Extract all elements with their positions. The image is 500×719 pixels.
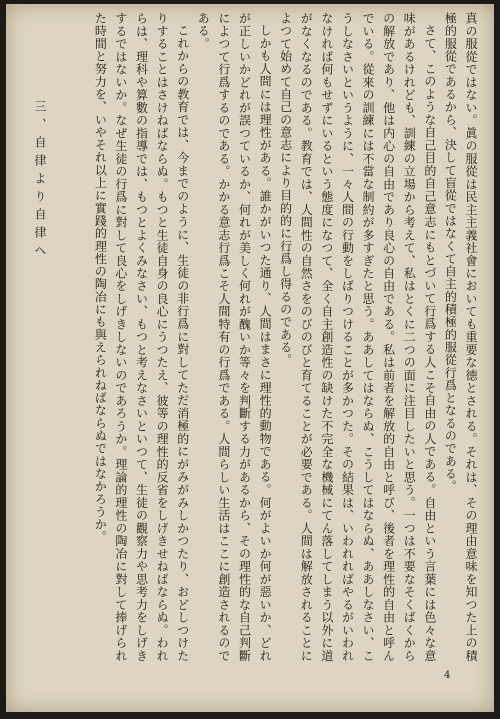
paragraph-3: しかも人間には理性がある。誰かがいつた通り、人間はまさに理性的動物である。何がよいか何が惡いか、どれが正しいかどれが誤つているか、何れが美しく何れが醜いか等々を判斷する力があるから、その理性的な自己判斷によつて行爲するのである。かかる意志行爲こそ人間特有の行爲である。人間らしい生活はここに創造されるのである。 — [196, 12, 273, 662]
body-text — [61, 12, 481, 662]
section-heading: 三、自律より自律へ — [33, 100, 47, 262]
page-number: 4 — [444, 670, 451, 681]
paragraph-1: 真の服從ではない。眞の服從は民主主義社會においても重要な徳とされる。それは、その理由意味を知つた上の積極的服從であるから、決して盲從ではなくて自主的積極的服從行爲となるのである。 — [443, 12, 478, 662]
book-page — [6, 4, 494, 712]
paragraph-4: これからの教育では、今までのように、生徒の非行爲に對してただ消極的にがみがみしかつたり、おどしつけたりすることはさけねばならぬ。もつと生徒自身の良心にうつたえ、彼等の理性的反省をしげきせねばならぬ。われらは、理科や算數の指導では、もつとよくみなさい、もつと考えなさいといつて、生徒の觀察力や思考力をしげきするではないか。なぜ生徒の行爲に對して良心をしげきしないのであろうか。理論的理性の陶冶に對して捧げられた時間と努力を、いやそれ以上に實踐的理性の陶冶にも與えられねばならぬではなかろうか。 — [93, 12, 190, 662]
paragraph-2: さて、このような自己目的自己意志にもとづいて行爲する人こそ自由の人である。自由という言葉には色々な意味があるけれども、訓練の立場から考えて、私はとくに二つの面に注目したいと思う。一つは不要なそくばくからの解放であり、他は内心の自由であり良心の自由である。私は前者を解放的自由と呼び、後者を理性的自由と呼んでいる。從來の訓練には不當な制約が多すぎたと思う。ああしてはならぬ、こうしてはならぬ、ああしなさい、こうしなさいというように、一々人間の行動をしばりつけることが多かつた。その結果は、いわれればやるがいわれなければ何もせずにいるという態度になつて、全く自主創造性の缺けた不完全な機械にてん落してしまう以外に道がなくなるのである。教育では、人間性の自然さをのびのびと育てることが必要である。人間は解放されることによつて始めて自己の意志により目的的に行爲し得るのである。 — [278, 12, 437, 662]
